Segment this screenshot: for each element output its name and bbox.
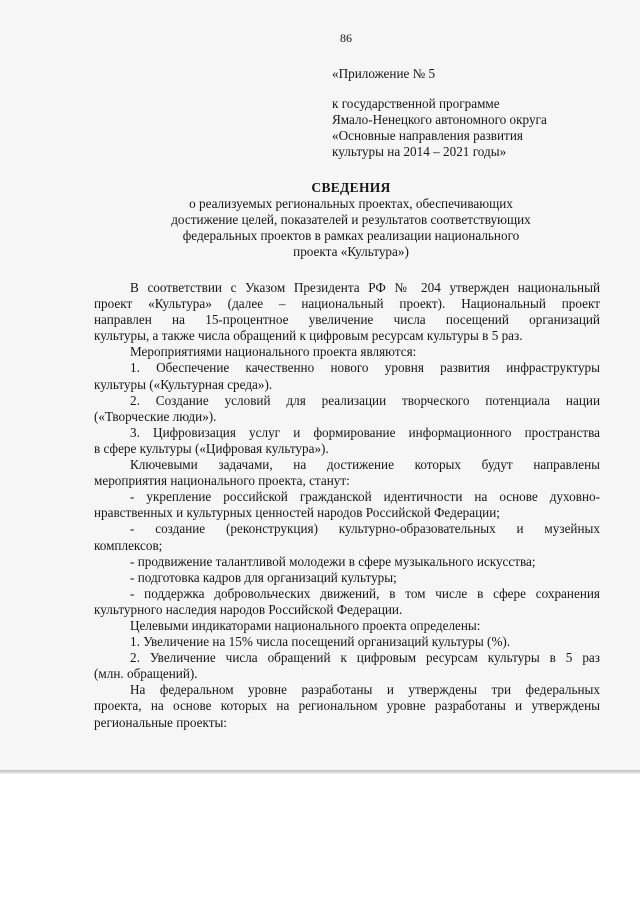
body-line: - поддержка добровольческих движений, в том числе в сфере сохранения	[130, 585, 600, 601]
body-line: проект «Культура» (далее – национальный проект). Национальный проект	[94, 296, 600, 312]
appendix-title: «Приложение № 5	[332, 66, 436, 81]
body-line: Целевыми индикаторами национального проекта определены:	[130, 617, 481, 633]
body-line: На федеральном уровне разработаны и утверждены три федеральных	[130, 682, 600, 698]
subtitle-line: достижение целей, показателей и результатов соответствующих	[171, 212, 531, 228]
body-line: (млн. обращений).	[94, 666, 198, 682]
subtitle-line: проекта «Культура»)	[293, 244, 409, 260]
body-line: мероприятия национального проекта, станут:	[94, 473, 350, 489]
body-line: В соответствии с Указом Президента РФ № 204 утвержден национальный	[130, 280, 600, 295]
body-line: («Творческие люди»).	[94, 408, 217, 424]
body-line: 1. Увеличение на 15% числа посещений организаций культуры (%).	[130, 634, 511, 650]
page-number: 86	[340, 31, 352, 45]
body-line: проекта, на основе которых на региональном уровне разработаны и утверждены	[94, 698, 600, 714]
body-line: Мероприятиями национального проекта являются:	[130, 344, 417, 360]
body-line: культуры, а также числа обращений к цифровым ресурсам культуры в 5 раз.	[94, 328, 523, 344]
body-line: нравственных и культурных ценностей народов Российской Федерации;	[94, 505, 500, 521]
body-line: 1. Обеспечение качественно нового уровня развития инфраструктуры	[130, 360, 600, 376]
body-line: направлен на 15-процентное увеличение числа посещений организаций	[94, 312, 600, 328]
body-line: в сфере культуры («Цифровая культура»).	[94, 440, 329, 456]
document-subtitle	[0, 196, 640, 260]
body-line: 3. Цифровизация услуг и формирование информационного пространства	[130, 424, 600, 440]
body-line: комплексов;	[94, 537, 163, 553]
appendix-line: культуры на 2014 – 2021 годы»	[332, 144, 507, 160]
body-line: 2. Увеличение числа обращений к цифровым ресурсам культуры в 5 раз	[130, 650, 600, 666]
document-title: СВЕДЕНИЯ	[311, 180, 391, 195]
body-line: культурного наследия народов Российской Федерации.	[94, 601, 403, 617]
body-line: Ключевыми задачами, на достижение которых будут направлены	[130, 457, 600, 473]
body-line: 2. Создание условий для реализации творческого потенциала нации	[130, 392, 600, 408]
body-line: региональные проекты:	[94, 714, 227, 730]
body-text	[94, 280, 600, 731]
body-line: - подготовка кадров для организаций культуры;	[130, 569, 397, 585]
body-line: - продвижение талантливой молодежи в сфере музыкального искусства;	[130, 553, 536, 569]
appendix-block	[332, 66, 622, 160]
subtitle-line: федеральных проектов в рамках реализации национального	[182, 228, 520, 244]
body-line: - создание (реконструкция) культурно-образовательных и музейных	[130, 521, 600, 537]
appendix-line: Ямало-Ненецкого автономного округа	[332, 112, 547, 128]
appendix-line: к государственной программе	[332, 96, 500, 112]
body-line: - укрепление российской гражданской идентичности на основе духовно-	[130, 489, 600, 505]
body-line: культуры («Культурная среда»).	[94, 376, 273, 392]
appendix-line: «Основные направления развития	[332, 128, 523, 144]
subtitle-line: о реализуемых региональных проектах, обеспечивающих	[189, 196, 513, 211]
